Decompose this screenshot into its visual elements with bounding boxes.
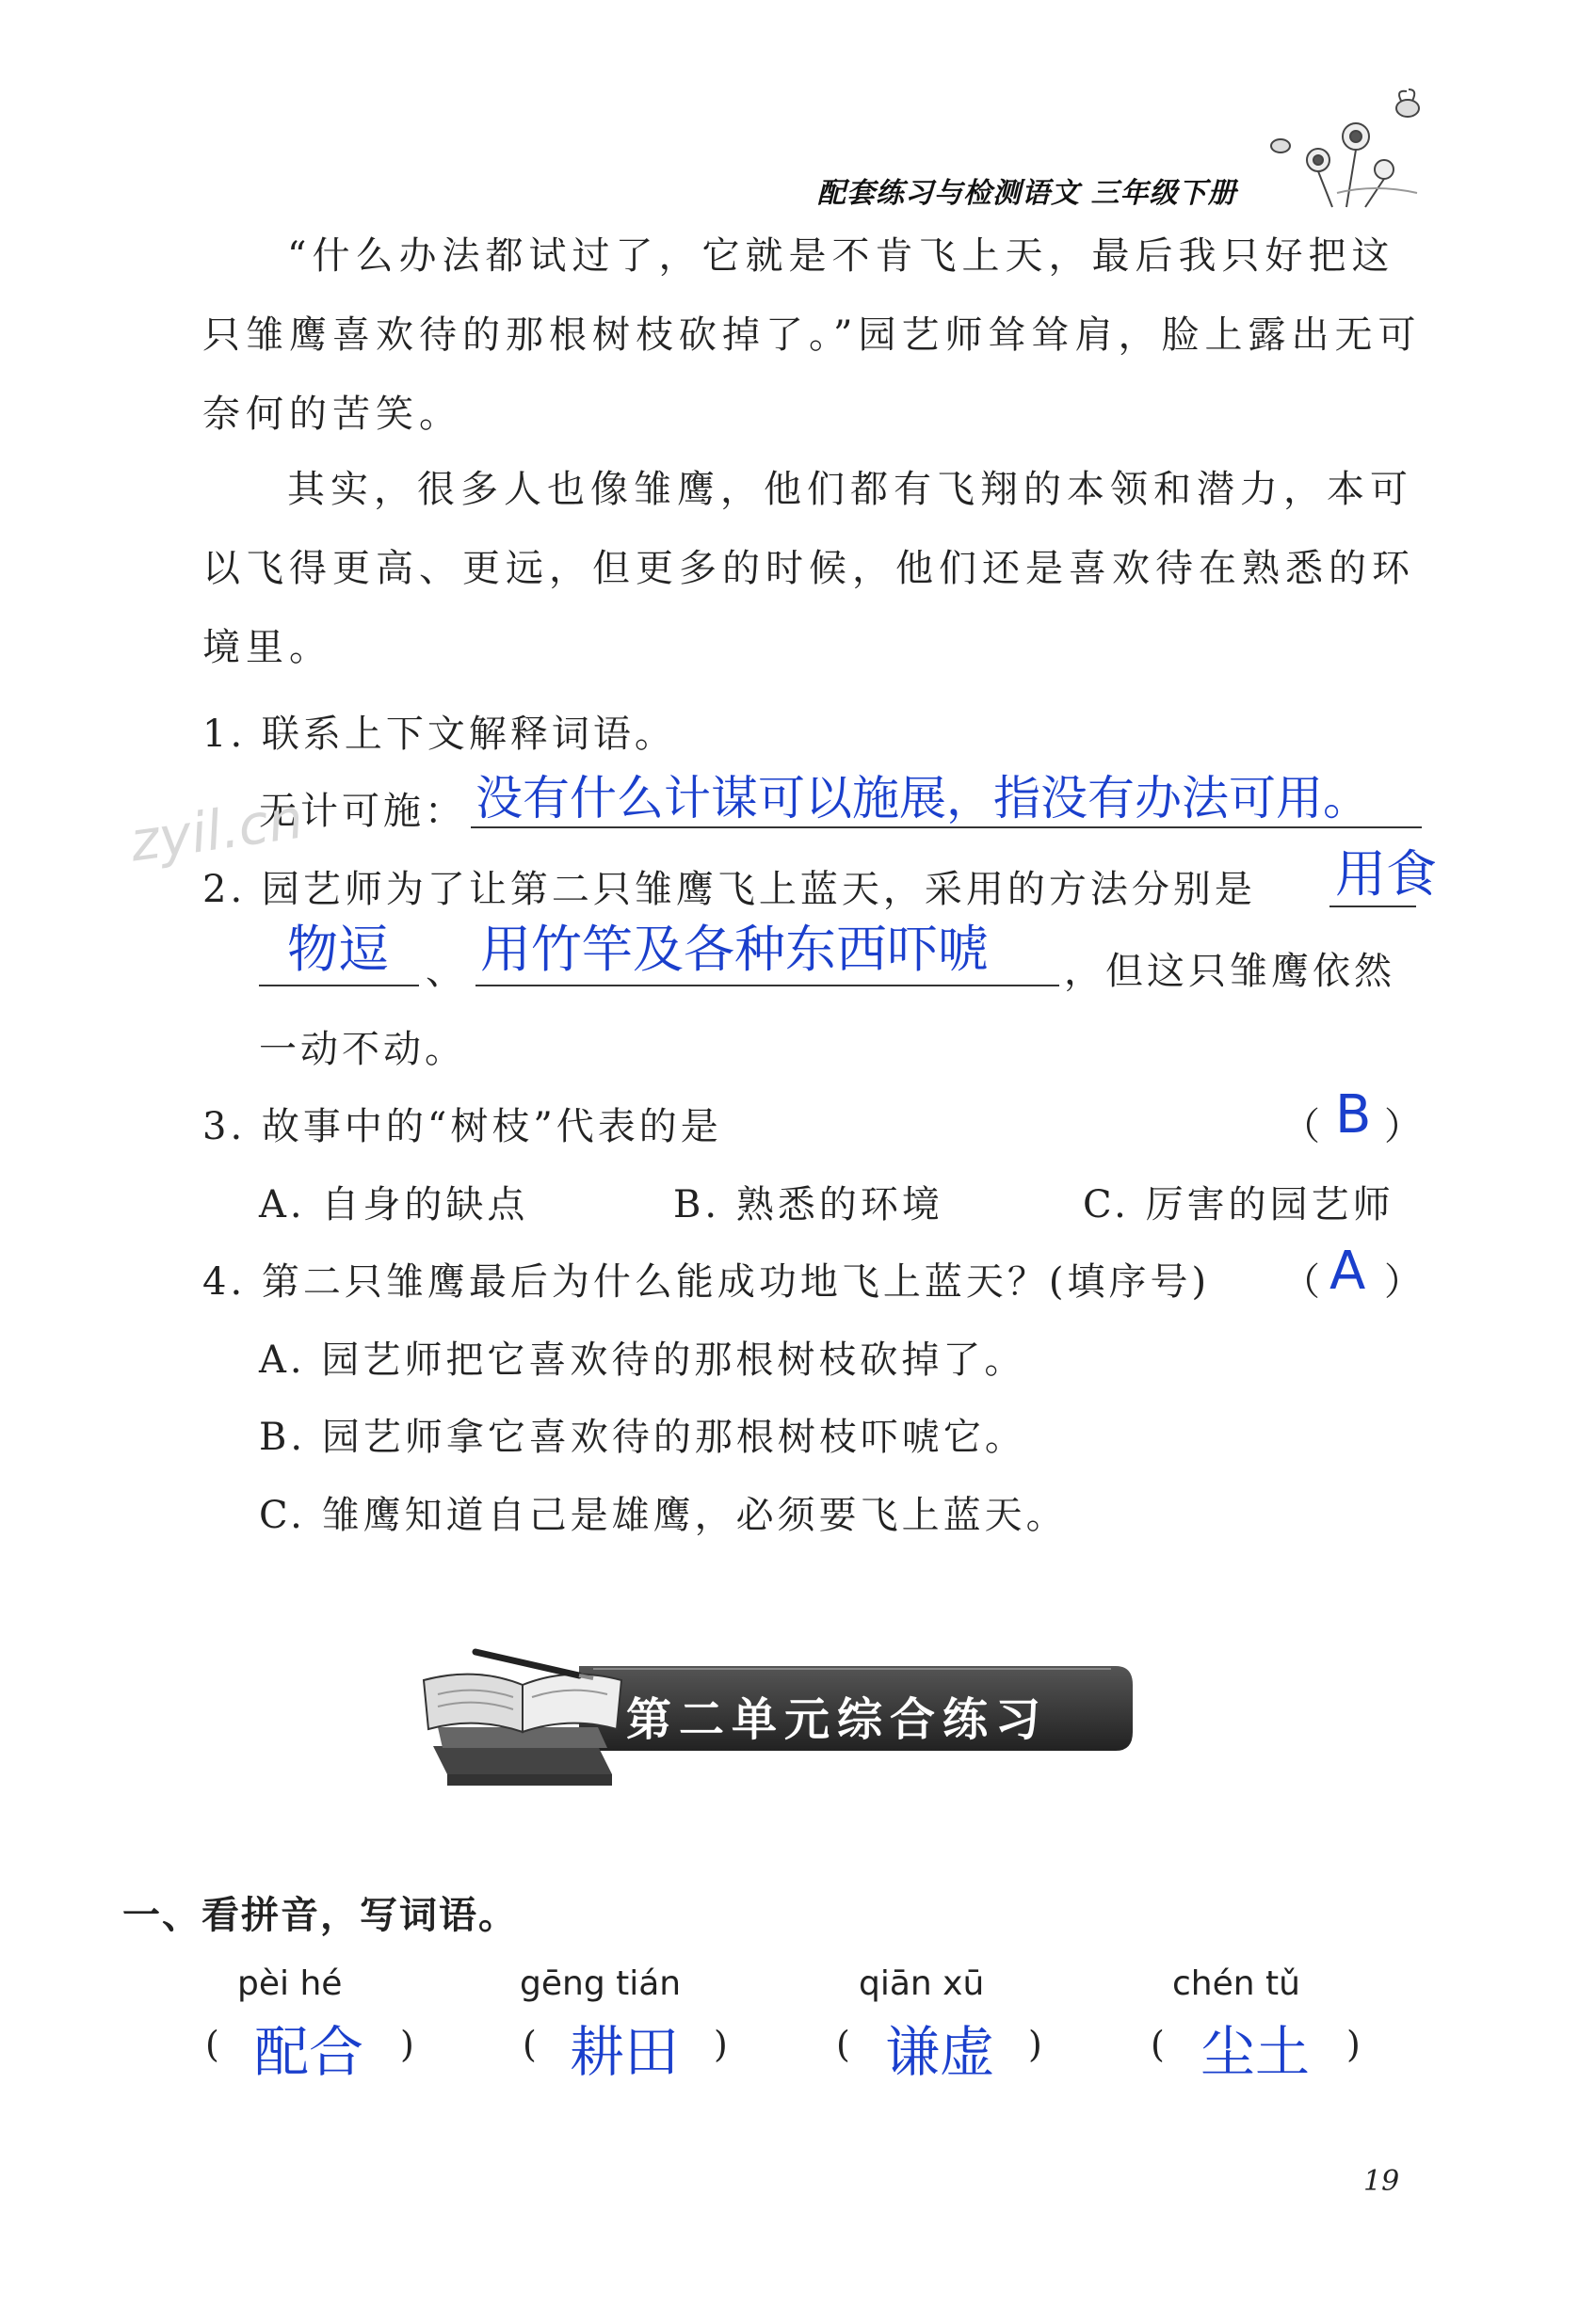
pinyin-4: chén tǔ <box>1172 1964 1300 2003</box>
passage-text-1: “什么办法都试过了，它就是不肯飞上天，最后我只好把这只雏鹰喜欢待的那根树枝砍掉了。”园艺师耸耸肩，脸上露出无可奈何的苦笑。 <box>202 234 1422 436</box>
paren-open: ( <box>523 2024 537 2065</box>
flower-bee-icon <box>1243 80 1422 212</box>
question-2-label: 2. 园艺师为了让第二只雏鹰飞上蓝天，采用的方法分别是 <box>202 868 1256 911</box>
header-title: 配套练习与检测语文 三年级下册 <box>817 177 1237 210</box>
question-2-answer-1a: 用食 <box>1335 844 1437 904</box>
answer-word-1: 配合 <box>254 2020 364 2084</box>
paren-close: ) <box>1346 2024 1361 2065</box>
answer-underline <box>1329 906 1416 907</box>
section-1-title: 一、看拼音，写词语。 <box>122 1894 518 1937</box>
answer-word-2: 耕田 <box>570 2020 680 2084</box>
question-3-paren-open: （ <box>1282 1105 1324 1148</box>
passage-paragraph-2 <box>202 450 1426 687</box>
question-2-separator: 、 <box>426 950 467 993</box>
question-2-answer-1b: 物逗 <box>287 920 389 979</box>
passage-text-2: 其实，很多人也像雏鹰，他们都有飞翔的本领和潜力，本可以飞得更高、更远，但更多的时候，他们还是喜欢待在熟悉的环境里。 <box>202 468 1415 669</box>
paren-open: ( <box>836 2024 850 2065</box>
answer-underline <box>259 985 419 986</box>
pinyin-1: pèi hé <box>237 1964 343 2003</box>
question-4-paren-open: （ <box>1282 1260 1324 1304</box>
banner-title: 第二单元综合练习 <box>626 1693 1049 1746</box>
question-2-tail-2: 一动不动。 <box>259 1028 466 1071</box>
paren-close: ) <box>400 2024 414 2065</box>
paren-close: ) <box>1028 2024 1042 2065</box>
question-2-answer-2: 用竹竿及各种东西吓唬 <box>480 920 989 979</box>
question-4-answer: A <box>1329 1241 1366 1302</box>
question-3-answer: B <box>1335 1084 1372 1146</box>
question-4-option-c: C. 雏鹰知道自己是雄鹰，必须要飞上蓝天。 <box>259 1494 1068 1537</box>
question-3-label: 3. 故事中的“树枝”代表的是 <box>202 1105 722 1148</box>
passage-paragraph-1 <box>202 216 1426 454</box>
paren-open: ( <box>205 2024 219 2065</box>
question-1-answer: 没有什么计谋可以施展，指没有办法可用。 <box>475 771 1370 825</box>
question-3-option-a: A. 自身的缺点 <box>259 1183 529 1226</box>
answer-underline <box>475 985 1059 986</box>
question-3-option-c: C. 厉害的园艺师 <box>1083 1183 1394 1226</box>
answer-word-4: 尘土 <box>1200 2020 1311 2084</box>
question-4-option-a: A. 园艺师把它喜欢待的那根树枝砍掉了。 <box>259 1338 1026 1382</box>
question-4-option-b: B. 园艺师拿它喜欢待的那根树枝吓唬它。 <box>259 1416 1026 1459</box>
question-3-paren-close: ） <box>1384 1105 1426 1148</box>
watermark: zyil.cn <box>126 786 307 874</box>
paren-open: ( <box>1151 2024 1165 2065</box>
question-1-term: 无计可施： <box>259 790 466 833</box>
pinyin-2: gēng tián <box>520 1964 682 2003</box>
question-4-label: 4. 第二只雏鹰最后为什么能成功地飞上蓝天？(填序号) <box>202 1260 1211 1304</box>
answer-word-3: 谦虚 <box>885 2020 995 2084</box>
pinyin-3: qiān xū <box>859 1964 985 2003</box>
answer-underline <box>471 826 1422 828</box>
question-2-tail: ，但这只雏鹰依然 <box>1064 950 1395 993</box>
question-1-label: 1. 联系上下文解释词语。 <box>202 713 676 756</box>
paren-close: ) <box>714 2024 728 2065</box>
page-number: 19 <box>1363 2165 1400 2198</box>
question-4-paren-close: ） <box>1384 1260 1426 1304</box>
question-3-option-b: B. 熟悉的环境 <box>673 1183 943 1226</box>
